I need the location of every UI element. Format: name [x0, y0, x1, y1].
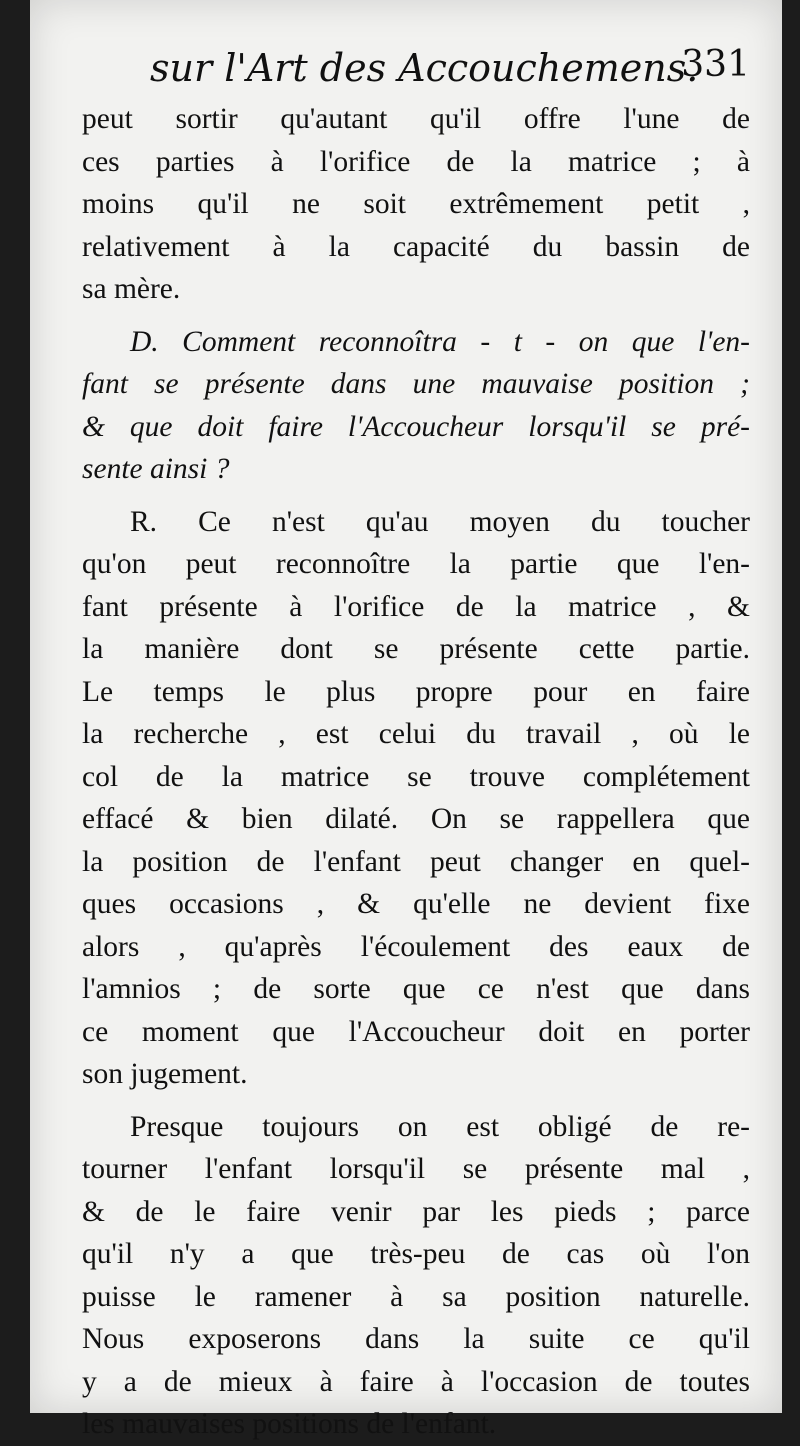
book-page — [30, 0, 782, 1440]
text-line: l'amnios ; de sorte que ce n'est que dans — [82, 973, 750, 1005]
page-body — [82, 98, 750, 1446]
text-line: les mauvaises positions de l'enfant. — [82, 1408, 497, 1440]
text-line: & de le faire venir par les pieds ; parce — [82, 1195, 750, 1228]
text-line: la manière dont se présente cette partie. — [82, 633, 750, 665]
text-line: sente ainsi ? — [82, 453, 230, 485]
text-line: fant présente à l'orifice de la matrice , & — [82, 590, 750, 623]
text-line: ces parties à l'orifice de la matrice ; à — [82, 145, 750, 178]
text-line: qu'on peut reconnoître la partie que l'en- — [82, 548, 750, 580]
text-line: tourner l'enfant lorsqu'il se présente mal , — [82, 1153, 750, 1185]
paragraph-continuation — [82, 98, 750, 311]
text-line: D. Comment reconnoîtra - t - on que l'en- — [130, 325, 750, 358]
answer-paragraph — [82, 501, 750, 1096]
paragraph-retournement — [82, 1106, 750, 1446]
text-line: & que doit faire l'Accoucheur lorsqu'il se pré- — [82, 410, 750, 443]
text-line: la recherche , est celui du travail , où le — [82, 718, 750, 750]
text-line: R. Ce n'est qu'au moyen du toucher — [130, 505, 750, 538]
page-header — [150, 40, 750, 100]
text-line: moins qu'il ne soit extrêmement petit , — [82, 188, 750, 220]
text-line: relativement à la capacité du bassin de — [82, 230, 750, 263]
text-line: col de la matrice se trouve complétement — [82, 760, 750, 793]
text-line: la position de l'enfant peut changer en quel- — [82, 845, 750, 878]
text-line: fant se présente dans une mauvaise position ; — [82, 368, 750, 400]
text-line: effacé & bien dilaté. On se rappellera que — [82, 803, 750, 835]
text-line: ce moment que l'Accoucheur doit en porter — [82, 1015, 750, 1048]
text-line: sa mère. — [82, 273, 181, 305]
page-number: 331 — [681, 44, 750, 85]
text-line: puisse le ramener à sa position naturelle. — [82, 1280, 750, 1313]
text-line: Nous exposerons dans la suite ce qu'il — [82, 1323, 750, 1355]
text-line: ques occasions , & qu'elle ne devient fixe — [82, 888, 750, 920]
text-line: Le temps le plus propre pour en faire — [82, 675, 750, 708]
question-paragraph — [82, 321, 750, 491]
text-line: son jugement. — [82, 1058, 248, 1090]
text-line: peut sortir qu'autant qu'il offre l'une de — [82, 103, 750, 135]
text-line: alors , qu'après l'écoulement des eaux de — [82, 930, 750, 963]
text-line: qu'il n'y a que très-peu de cas où l'on — [82, 1238, 750, 1270]
text-line: y a de mieux à faire à l'occasion de toutes — [82, 1365, 750, 1398]
running-title: sur l'Art des Accouchemens. — [150, 46, 699, 90]
text-line: Presque toujours on est obligé de re- — [130, 1110, 750, 1143]
